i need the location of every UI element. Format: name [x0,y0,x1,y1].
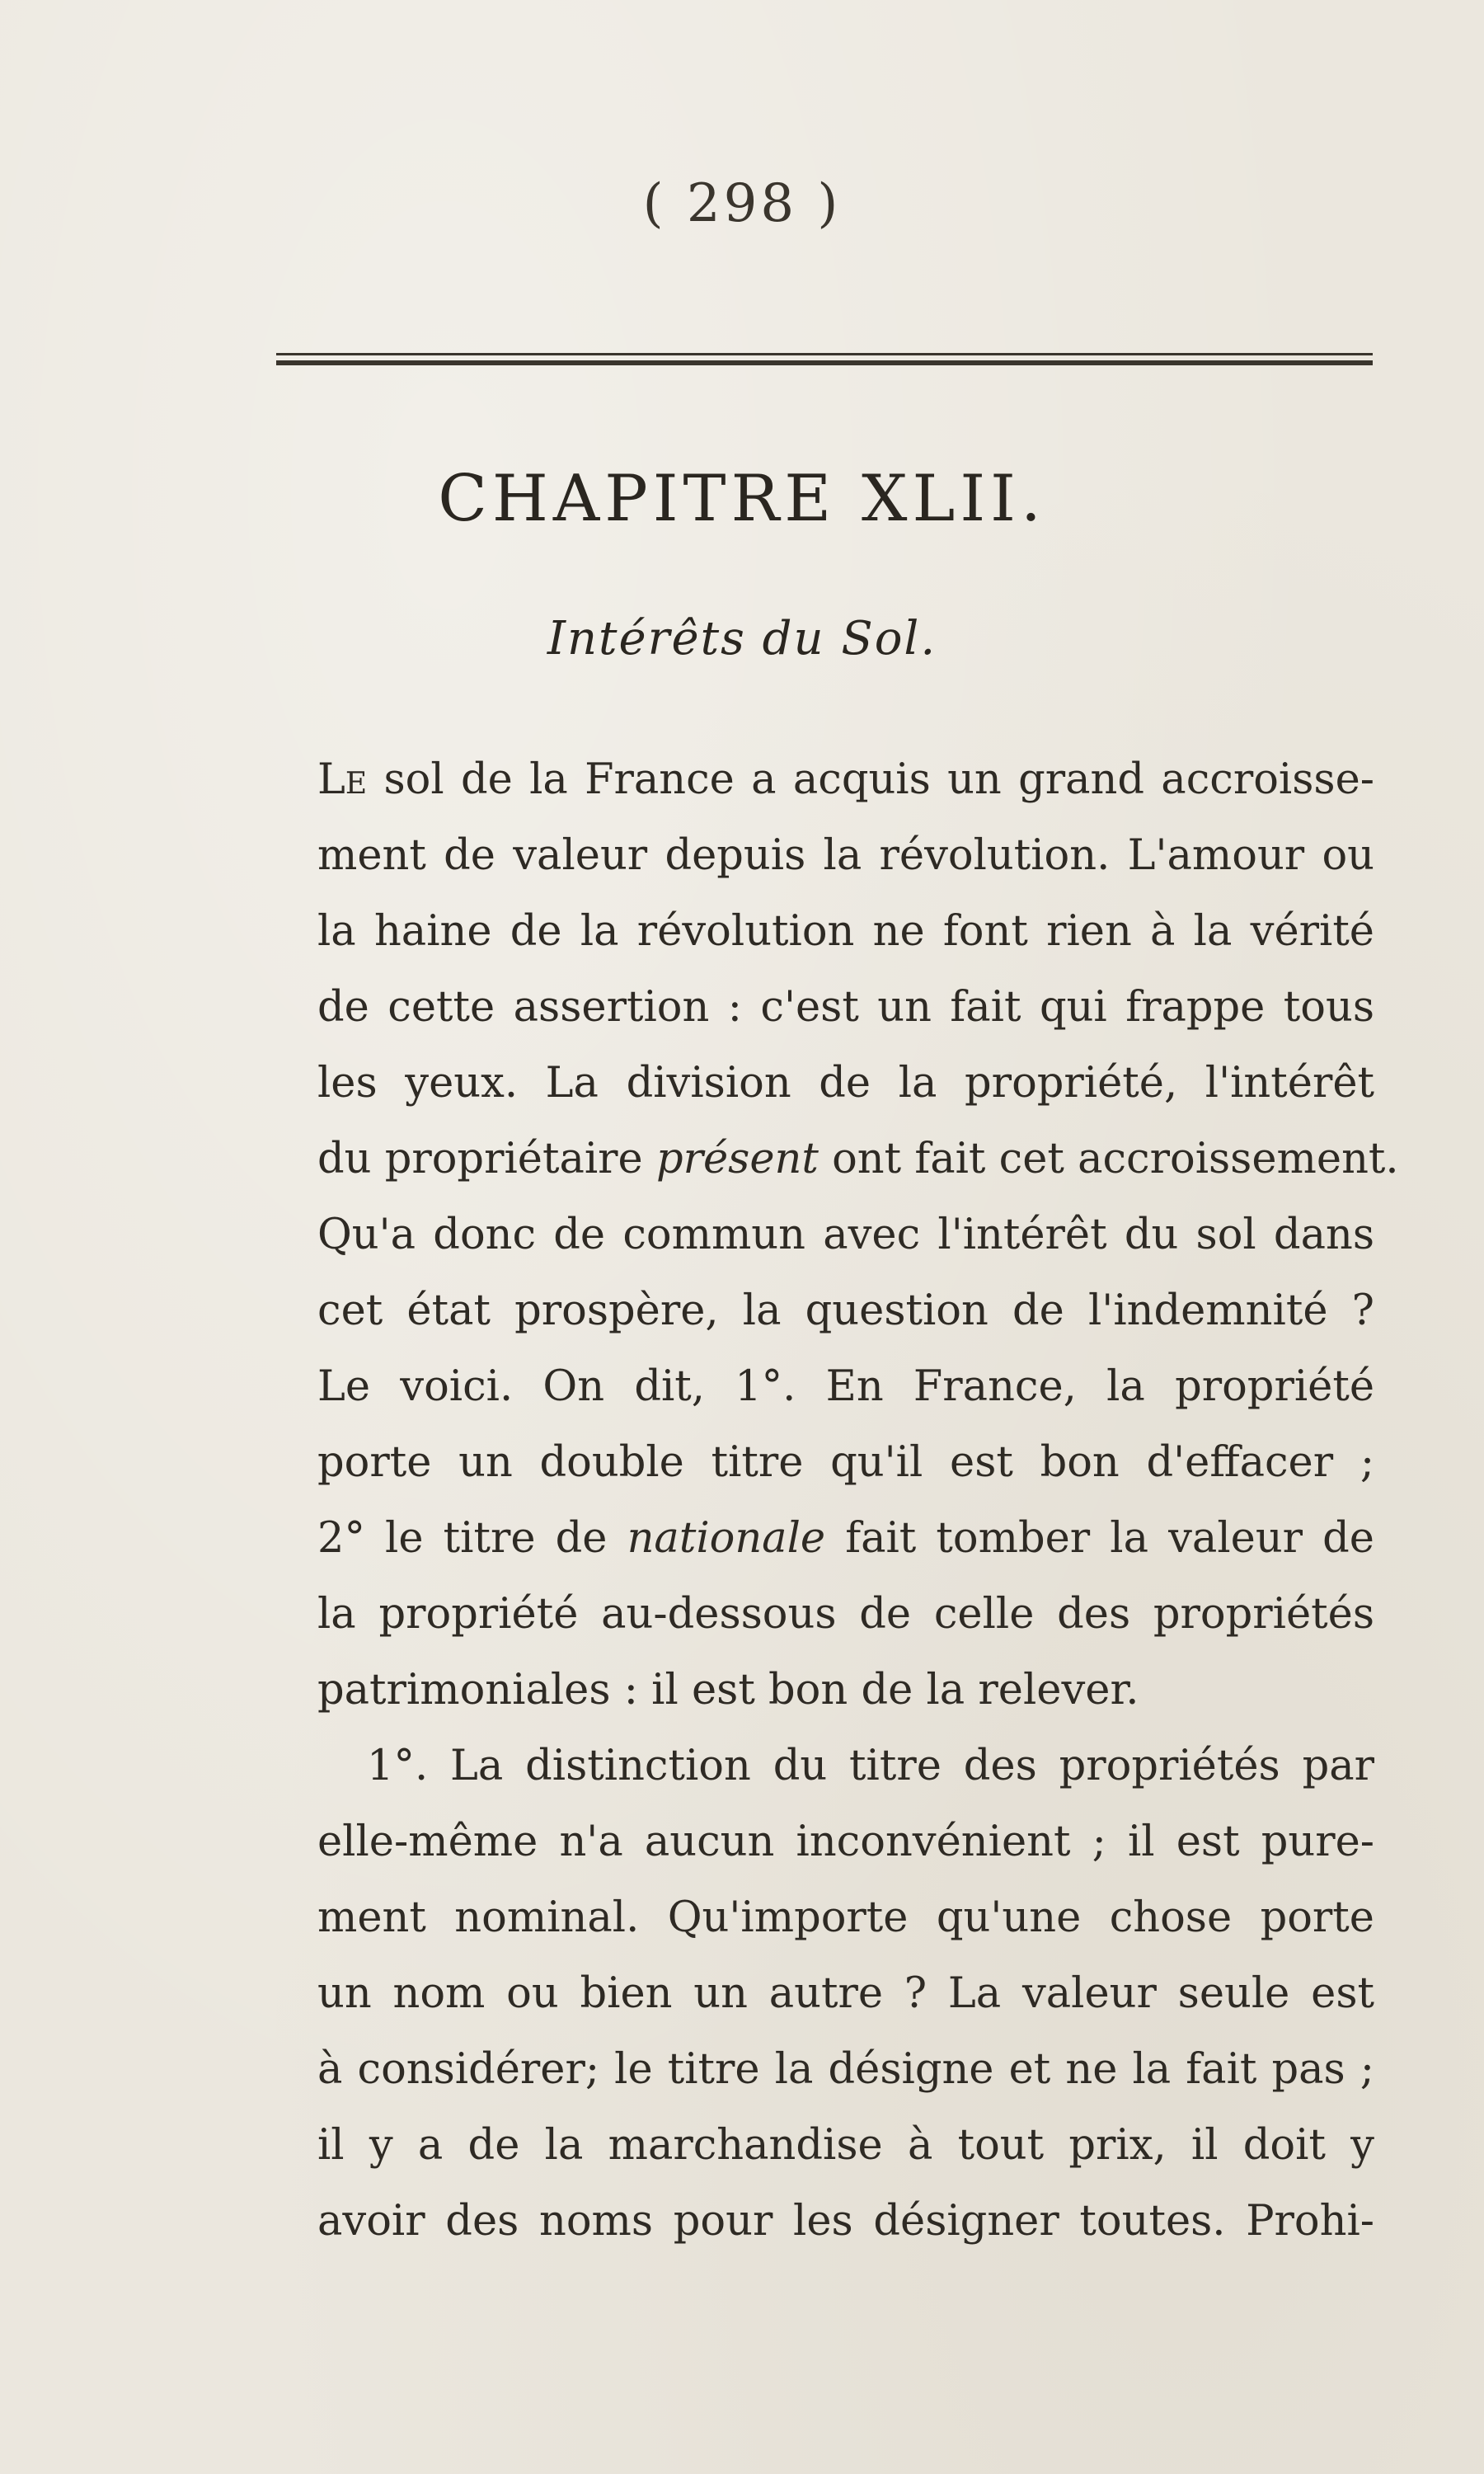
italic-word: nationale [627,1514,826,1563]
text-line: Qu'a donc de commun avec l'intérêt du sol dans [317,1211,1374,1259]
text-line: la haine de la révolution ne font rien à la vérité [317,907,1374,956]
page-number: ( 298 ) [642,173,842,234]
header-rule-thin [276,353,1373,355]
text-line: avoir des noms pour les désigner toutes. Prohi- [317,2197,1374,2246]
text-line: elle-même n'a aucun inconvénient ; il est pure- [317,1818,1374,1866]
text-line: ment nominal. Qu'importe qu'une chose porte [317,1893,1374,1942]
text-line: la propriété au-dessous de celle des propriétés [317,1590,1374,1639]
text-line: Le voici. On dit, 1°. En France, la propriété [317,1362,1374,1411]
text-line [317,1122,1399,1197]
line-text: ont fait cet accroissement. [818,1135,1399,1183]
small-caps-word: e [345,755,368,804]
line-text: fait tomber la valeur de [825,1514,1374,1563]
text-line: 1°. La distinction du titre des propriétés par [367,1742,1374,1790]
text-line: porte un double titre qu'il est bon d'effacer ; [317,1438,1374,1487]
italic-word: présent [655,1135,819,1183]
text-line [317,1501,1374,1577]
text-line: à considérer; le titre la désigne et ne la fait pas ; [317,2045,1374,2094]
text-line: les yeux. La division de la propriété, l'intérêt [317,1059,1374,1108]
text-line [317,742,1374,818]
text-line: de cette assertion : c'est un fait qui frappe tous [317,983,1374,1032]
header-rule-thick [276,360,1373,365]
text-line: cet état prospère, la question de l'indemnité ? [317,1286,1374,1335]
line-text: du propriétaire [317,1135,656,1183]
line-text: 2° le titre de [317,1514,627,1563]
drop-initial: L [317,755,345,804]
text-line: ment de valeur depuis la révolution. L'amour ou [317,831,1374,880]
text-line: patrimoniales : il est bon de la relever. [317,1666,1139,1714]
section-title: Intérêts du Sol. [547,612,937,666]
body-text [317,742,1399,2260]
text-line: un nom ou bien un autre ? La valeur seule est [317,1969,1374,2018]
chapter-title: CHAPITRE XLII. [438,462,1046,536]
line-text: sol de la France a acquis un grand accroisse- [367,755,1374,804]
text-line: il y a de la marchandise à tout prix, il doit y [317,2121,1374,2170]
